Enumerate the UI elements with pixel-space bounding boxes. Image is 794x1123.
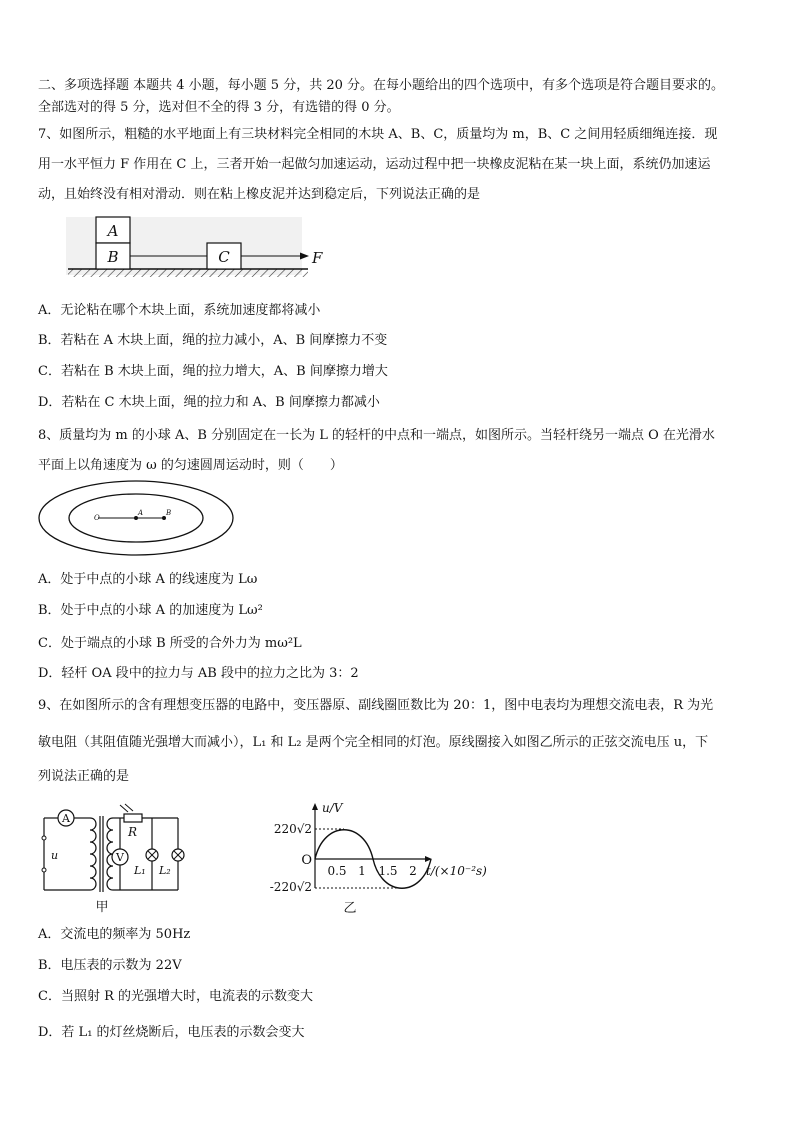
tick-0-5: 0.5 (327, 864, 347, 878)
q8-circles-figure (38, 480, 238, 560)
q9-option-c: C．当照射 R 的光强增大时，电流表的示数变大 (38, 989, 313, 1004)
q9-circuit-diagram (40, 803, 190, 915)
q7-option-c: C．若粘在 B 木块上面，绳的拉力增大，A、B 间摩擦力增大 (38, 364, 388, 379)
q8-stem-line-2: 平面上以角速度为 ω 的匀速圆周运动时，则（ ） (38, 458, 343, 473)
label-b: B (166, 509, 172, 517)
lamp-l1-label: L₁ (134, 864, 146, 877)
q7-stem-line-1: 7、如图所示，粗糙的水平地面上有三块材料完全相同的木块 A、B、C，质量均为 m，B、C 之间用轻质细绳连接．现 (38, 127, 718, 142)
ground-hatching (68, 269, 308, 277)
input-voltage-label: u (51, 849, 59, 862)
input-terminal-top (42, 836, 46, 840)
q7-stem-line-3: 动，且始终没有相对滑动．则在粘上橡皮泥并达到稳定后，下列说法正确的是 (38, 187, 481, 202)
resistor-label: R (128, 825, 138, 839)
input-terminal-bottom (42, 868, 46, 872)
label-f: F (312, 249, 323, 267)
lamp-l2-label: L₂ (159, 864, 171, 877)
label-a: A (107, 222, 119, 240)
y-min-label: -220√2 (269, 880, 312, 894)
origin-label: O (301, 853, 312, 868)
q7-option-d: D．若粘在 C 木块上面，绳的拉力和 A、B 间摩擦力都减小 (38, 395, 380, 410)
q9-option-b: B．电压表的示数为 22V (38, 958, 182, 973)
label-c: C (218, 248, 230, 266)
q8-stem-line-1: 8、质量均为 m 的小球 A、B 分别固定在一长为 L 的轻杆的中点和一端点，如图所示。当轻杆绕另一端点 O 在光滑水 (38, 428, 715, 443)
q9-option-a: A．交流电的频率为 50Hz (38, 927, 191, 942)
section-heading-line-2: 全部选对的得 5 分，选对但不全的得 3 分，有选错的得 0 分。 (38, 100, 400, 115)
x-axis-label: t/(×10⁻²s) (426, 864, 487, 878)
q7-option-b: B．若粘在 A 木块上面，绳的拉力减小，A、B 间摩擦力不变 (38, 333, 388, 348)
q8-option-d: D．轻杆 OA 段中的拉力与 AB 段中的拉力之比为 3：2 (38, 666, 359, 681)
primary-coil (90, 818, 96, 890)
label-b: B (107, 248, 119, 266)
q8-option-a: A．处于中点的小球 A 的线速度为 Lω (38, 572, 258, 587)
tick-2: 2 (409, 864, 417, 878)
y-max-label: 220√2 (273, 822, 312, 836)
ammeter-label: A (62, 812, 70, 825)
q7-stem-line-2: 用一水平恒力 F 作用在 C 上，三者开始一起做匀加速运动，运动过程中把一块橡皮泥粘在某一块上面，系统仍加速运 (38, 157, 711, 172)
q7-blocks-figure (62, 212, 332, 282)
force-arrowhead (300, 253, 309, 260)
photoresistor (124, 814, 142, 822)
q8-option-c: C．处于端点的小球 B 所受的合外力为 mω²L (38, 636, 302, 651)
voltmeter-label: V (116, 851, 124, 864)
label-o: O (94, 514, 100, 522)
q9-option-d: D．若 L₁ 的灯丝烧断后，电压表的示数会变大 (38, 1025, 305, 1040)
q7-option-a: A．无论粘在哪个木块上面，系统加速度都将减小 (38, 303, 321, 318)
q8-option-b: B．处于中点的小球 A 的加速度为 Lω² (38, 603, 263, 618)
section-heading-line-1: 二、多项选择题 本题共 4 小题，每小题 5 分，共 20 分。在每小题给出的四个选项中，有多个选项是符合题目要求的。 (38, 78, 725, 93)
q9-stem-line-2: 敏电阻（其阻值随光强增大而减小），L₁ 和 L₂ 是两个完全相同的灯泡。原线圈接入如图乙所示的正弦交流电压 u，下 (38, 735, 709, 750)
graph-caption: 乙 (343, 901, 357, 916)
label-a: A (138, 509, 144, 517)
y-axis-label: u/V (322, 801, 343, 815)
tick-1: 1 (358, 864, 366, 878)
q9-voltage-graph (258, 800, 508, 918)
q9-stem-line-1: 9、在如图所示的含有理想变压器的电路中，变压器原、副线圈匝数比为 20：1，图中电表均为理想交流电表，R 为光 (38, 698, 714, 713)
circuit-caption: 甲 (95, 900, 109, 915)
q9-stem-line-3: 列说法正确的是 (38, 769, 130, 784)
tick-1-5: 1.5 (378, 864, 398, 878)
